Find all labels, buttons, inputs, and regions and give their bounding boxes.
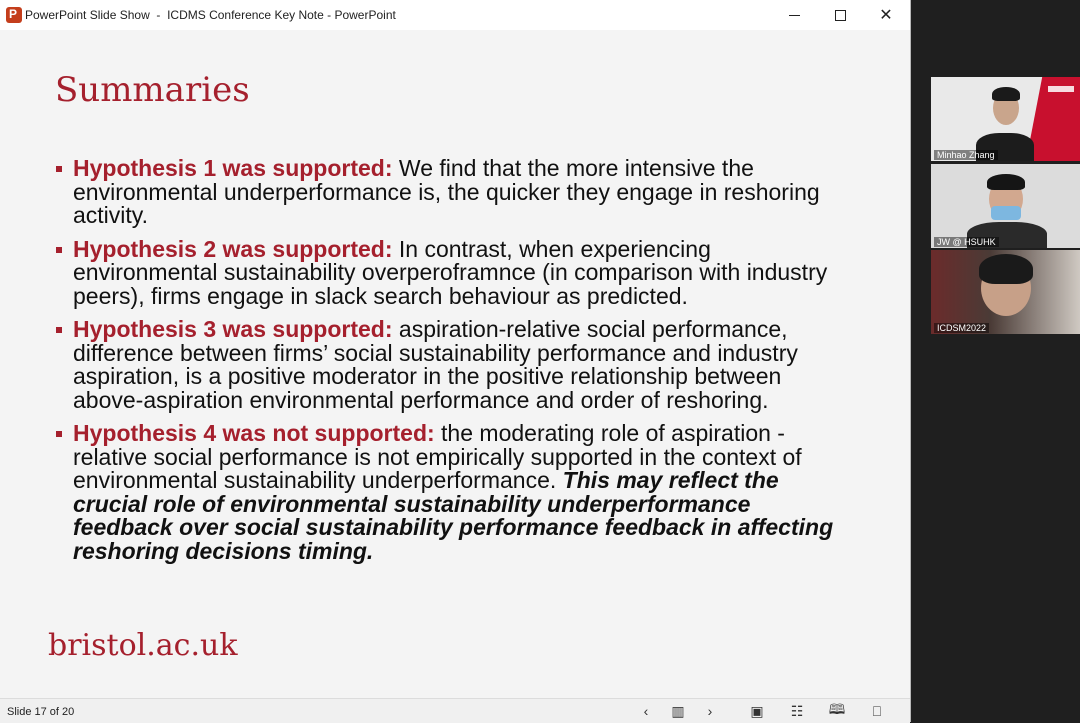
reading-view-icon: 🕮 (828, 701, 846, 717)
bullet-item (56, 422, 856, 563)
slide-show-icon: ⎕ (872, 702, 882, 719)
bullet-text: aspiration-relative social performance, difference between firms’ social sustainability performance and industry aspiration, is a positive moderator in the positive relationship between above-aspiration environmental performance and order of reshoring. (73, 316, 798, 413)
title-bar (0, 0, 910, 30)
slide-sorter-button[interactable] (789, 703, 805, 719)
window-title: PowerPoint Slide Show - ICDMS Conference Key Note - PowerPoint (25, 8, 396, 22)
close-icon: ✕ (879, 7, 893, 24)
bullet-text: We find that the more intensive the environmental underperformance is, the quicker they engage in reshoring activity. (73, 155, 820, 228)
minimize-button[interactable] (771, 0, 817, 30)
next-slide-button[interactable] (702, 703, 718, 719)
participant-hair (987, 174, 1025, 190)
slide-show-button[interactable] (869, 703, 885, 719)
slide-title: Summaries (55, 70, 250, 110)
video-participant-panel (929, 77, 1080, 335)
bullet-square-icon (56, 327, 62, 333)
maximize-button[interactable] (817, 0, 863, 30)
normal-view-icon: ▣ (750, 702, 764, 719)
bullet-emphasis-text: This may reflect the crucial role of environmental sustainability underperformance feedback over social sustainability performance feedback in affecting reshoring decisions timing. (73, 467, 834, 564)
slide-counter: Slide 17 of 20 (7, 706, 75, 718)
close-button[interactable] (863, 0, 909, 30)
reading-view-button[interactable] (829, 703, 845, 719)
participant-video-tile[interactable] (931, 77, 1080, 161)
hypothesis-label: Hypothesis 4 was not supported: (73, 420, 435, 446)
hypothesis-label: Hypothesis 2 was supported: (73, 235, 393, 262)
slide-sorter-icon: ☷ (790, 702, 804, 719)
slide-menu-button[interactable] (670, 703, 686, 719)
participant-hair (992, 87, 1020, 101)
participant-name: JW @ HSUHK (934, 237, 999, 247)
normal-view-button[interactable] (749, 703, 765, 719)
maximize-icon (835, 10, 846, 21)
bullet-item (56, 318, 856, 412)
participant-name: Minhao Zhang (934, 150, 998, 160)
next-icon: › (707, 703, 713, 719)
participant-name: ICDSM2022 (934, 323, 989, 333)
university-logo (1048, 86, 1074, 92)
bullet-item (56, 235, 856, 309)
slide-canvas (0, 30, 910, 698)
bullet-square-icon (56, 431, 62, 437)
bullet-square-icon (56, 247, 62, 253)
bullet-square-icon (56, 166, 62, 172)
bullet-text: In contrast, when experiencing environmental sustainability overperoframnce (in comparison with industry peers), firms engage in slack search behaviour as predicted. (73, 235, 828, 309)
previous-icon: ‹ (643, 703, 649, 719)
slide-menu-icon: ▥ (671, 702, 685, 719)
participant-video-tile[interactable] (931, 164, 1080, 248)
participant-video-tile[interactable] (931, 250, 1080, 334)
minimize-icon (789, 15, 800, 16)
face-mask (991, 206, 1021, 220)
hypothesis-label: Hypothesis 3 was supported: (73, 316, 393, 342)
bullet-text: the moderating role of aspiration -relative social performance is not empirically supported in the context of environmental sustainability underperformance. (73, 420, 802, 493)
bullet-item (56, 157, 856, 228)
bullet-list (56, 157, 856, 573)
participant-hair (979, 254, 1033, 284)
bristol-logo: bristol.ac.uk (48, 628, 238, 663)
status-bar (0, 698, 910, 723)
powerpoint-app-icon (6, 7, 22, 23)
hypothesis-label: Hypothesis 1 was supported: (73, 155, 393, 181)
previous-slide-button[interactable] (638, 703, 654, 719)
